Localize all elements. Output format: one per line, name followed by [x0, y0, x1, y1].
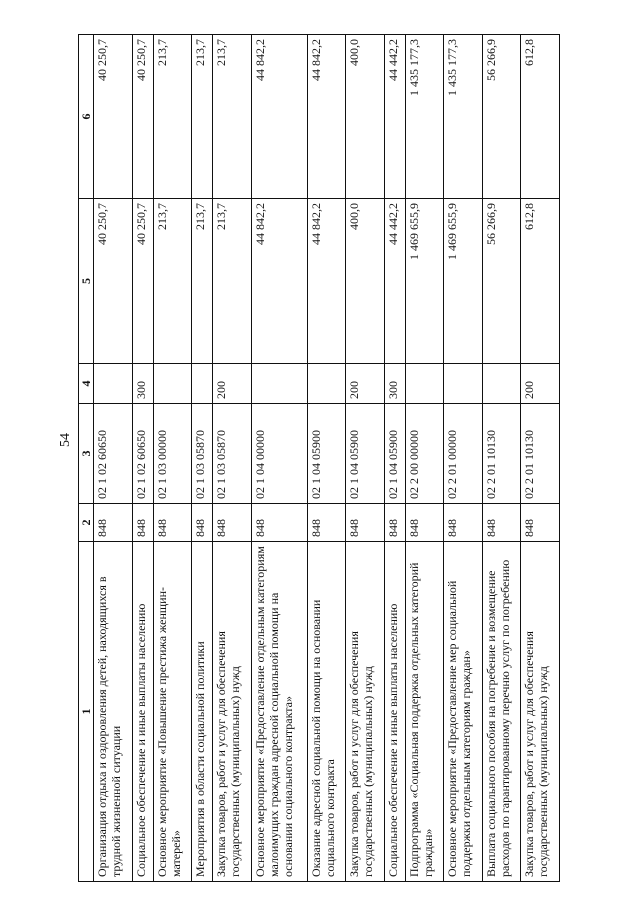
row-ministry-cell: 848 — [444, 504, 483, 542]
row-expense-type-cell — [405, 364, 444, 404]
row-name-cell: Социальное обеспечение и иные выплаты населению — [132, 542, 153, 882]
row-amount-cell: 1 469 655,9 — [405, 199, 444, 364]
row-amount-cell: 44 442,2 — [384, 35, 405, 199]
row-target-code-cell: 02 2 01 10130 — [521, 404, 560, 504]
table-row — [132, 35, 153, 882]
row-target-code-cell: 02 2 01 00000 — [444, 404, 483, 504]
rotated-sheet — [78, 35, 560, 882]
row-amount-cell: 56 266,9 — [482, 199, 521, 364]
table-row — [192, 35, 213, 882]
row-target-code-cell: 02 1 02 60650 — [94, 404, 133, 504]
row-name-cell: Основное мероприятие «Предоставление отдельным категориям малоимущих граждан адресной социальной помощи на основании социального контракта» — [251, 542, 307, 882]
column-header: 5 — [79, 199, 94, 364]
row-target-code-cell: 02 1 04 05900 — [346, 404, 385, 504]
row-amount-cell: 213,7 — [213, 199, 252, 364]
row-name-cell: Социальное обеспечение и иные выплаты населению — [384, 542, 405, 882]
row-name-cell: Организация отдыха и оздоровления детей, находящихся в трудной жизненной ситуации — [94, 542, 133, 882]
column-header: 6 — [79, 35, 94, 199]
row-ministry-cell: 848 — [153, 504, 192, 542]
row-amount-cell: 400,0 — [346, 35, 385, 199]
row-amount-cell: 612,8 — [521, 35, 560, 199]
table-row — [482, 35, 521, 882]
table-row — [307, 35, 346, 882]
row-expense-type-cell — [482, 364, 521, 404]
row-expense-type-cell: 200 — [213, 364, 252, 404]
row-ministry-cell: 848 — [384, 504, 405, 542]
table-rotator — [78, 35, 560, 882]
row-target-code-cell: 02 1 03 05870 — [192, 404, 213, 504]
row-amount-cell: 44 842,2 — [307, 199, 346, 364]
row-target-code-cell: 02 1 04 05900 — [307, 404, 346, 504]
row-amount-cell: 400,0 — [346, 199, 385, 364]
table-row — [153, 35, 192, 882]
row-expense-type-cell — [307, 364, 346, 404]
table-row — [346, 35, 385, 882]
row-amount-cell: 213,7 — [192, 35, 213, 199]
row-ministry-cell: 848 — [192, 504, 213, 542]
row-expense-type-cell — [153, 364, 192, 404]
row-ministry-cell: 848 — [346, 504, 385, 542]
table-row — [384, 35, 405, 882]
row-name-cell: Закупка товаров, работ и услуг для обеспечения государственных (муниципальных) нужд — [213, 542, 252, 882]
page-number: 54 — [58, 433, 73, 447]
row-amount-cell: 40 250,7 — [132, 35, 153, 199]
row-name-cell: Основное мероприятие «Предоставление мер социальной поддержки отдельным категориям граждан» — [444, 542, 483, 882]
row-name-cell: Основное мероприятие «Повышение престижа женщин-матерей» — [153, 542, 192, 882]
row-amount-cell: 1 469 655,9 — [444, 199, 483, 364]
row-name-cell: Подпрограмма «Социальная поддержка отдельных категорий граждан» — [405, 542, 444, 882]
row-amount-cell: 1 435 177,3 — [444, 35, 483, 199]
row-ministry-cell: 848 — [213, 504, 252, 542]
row-amount-cell: 44 842,2 — [251, 35, 307, 199]
row-target-code-cell: 02 2 01 10130 — [482, 404, 521, 504]
row-expense-type-cell: 300 — [384, 364, 405, 404]
row-target-code-cell: 02 1 04 00000 — [251, 404, 307, 504]
column-header: 3 — [79, 404, 94, 504]
column-header: 2 — [79, 504, 94, 542]
row-amount-cell: 40 250,7 — [94, 199, 133, 364]
row-amount-cell: 40 250,7 — [94, 35, 133, 199]
table-header-row — [79, 35, 94, 882]
row-ministry-cell: 848 — [405, 504, 444, 542]
row-amount-cell: 1 435 177,3 — [405, 35, 444, 199]
table-row — [251, 35, 307, 882]
row-name-cell: Выплата социального пособия на погребение и возмещение расходов по гарантированному перечню услуг по погребению — [482, 542, 521, 882]
row-expense-type-cell: 300 — [132, 364, 153, 404]
row-amount-cell: 213,7 — [213, 35, 252, 199]
table-row — [94, 35, 133, 882]
row-ministry-cell: 848 — [307, 504, 346, 542]
row-amount-cell: 44 842,2 — [251, 199, 307, 364]
column-header: 4 — [79, 364, 94, 404]
row-ministry-cell: 848 — [132, 504, 153, 542]
row-target-code-cell: 02 1 02 60650 — [132, 404, 153, 504]
row-target-code-cell: 02 1 03 00000 — [153, 404, 192, 504]
table-row — [521, 35, 560, 882]
row-target-code-cell: 02 1 03 05870 — [213, 404, 252, 504]
row-amount-cell: 44 842,2 — [307, 35, 346, 199]
row-amount-cell: 40 250,7 — [132, 199, 153, 364]
row-name-cell: Закупка товаров, работ и услуг для обеспечения государственных (муниципальных) нужд — [521, 542, 560, 882]
row-ministry-cell: 848 — [482, 504, 521, 542]
row-expense-type-cell — [251, 364, 307, 404]
budget-table — [78, 34, 560, 882]
row-expense-type-cell — [94, 364, 133, 404]
row-ministry-cell: 848 — [521, 504, 560, 542]
row-expense-type-cell — [192, 364, 213, 404]
table-row — [405, 35, 444, 882]
row-ministry-cell: 848 — [94, 504, 133, 542]
row-expense-type-cell — [444, 364, 483, 404]
table-row — [213, 35, 252, 882]
row-expense-type-cell: 200 — [346, 364, 385, 404]
table-row — [444, 35, 483, 882]
row-name-cell: Оказание адресной социальной помощи на основании социального контракта — [307, 542, 346, 882]
row-name-cell: Закупка товаров, работ и услуг для обеспечения государственных (муниципальных) нужд — [346, 542, 385, 882]
row-amount-cell: 213,7 — [153, 35, 192, 199]
row-amount-cell: 56 266,9 — [482, 35, 521, 199]
row-amount-cell: 44 442,2 — [384, 199, 405, 364]
row-amount-cell: 612,8 — [521, 199, 560, 364]
row-ministry-cell: 848 — [251, 504, 307, 542]
row-amount-cell: 213,7 — [153, 199, 192, 364]
row-amount-cell: 213,7 — [192, 199, 213, 364]
column-header: 1 — [79, 542, 94, 882]
row-target-code-cell: 02 1 04 05900 — [384, 404, 405, 504]
row-expense-type-cell: 200 — [521, 364, 560, 404]
row-target-code-cell: 02 2 00 00000 — [405, 404, 444, 504]
row-name-cell: Мероприятия в области социальной политики — [192, 542, 213, 882]
